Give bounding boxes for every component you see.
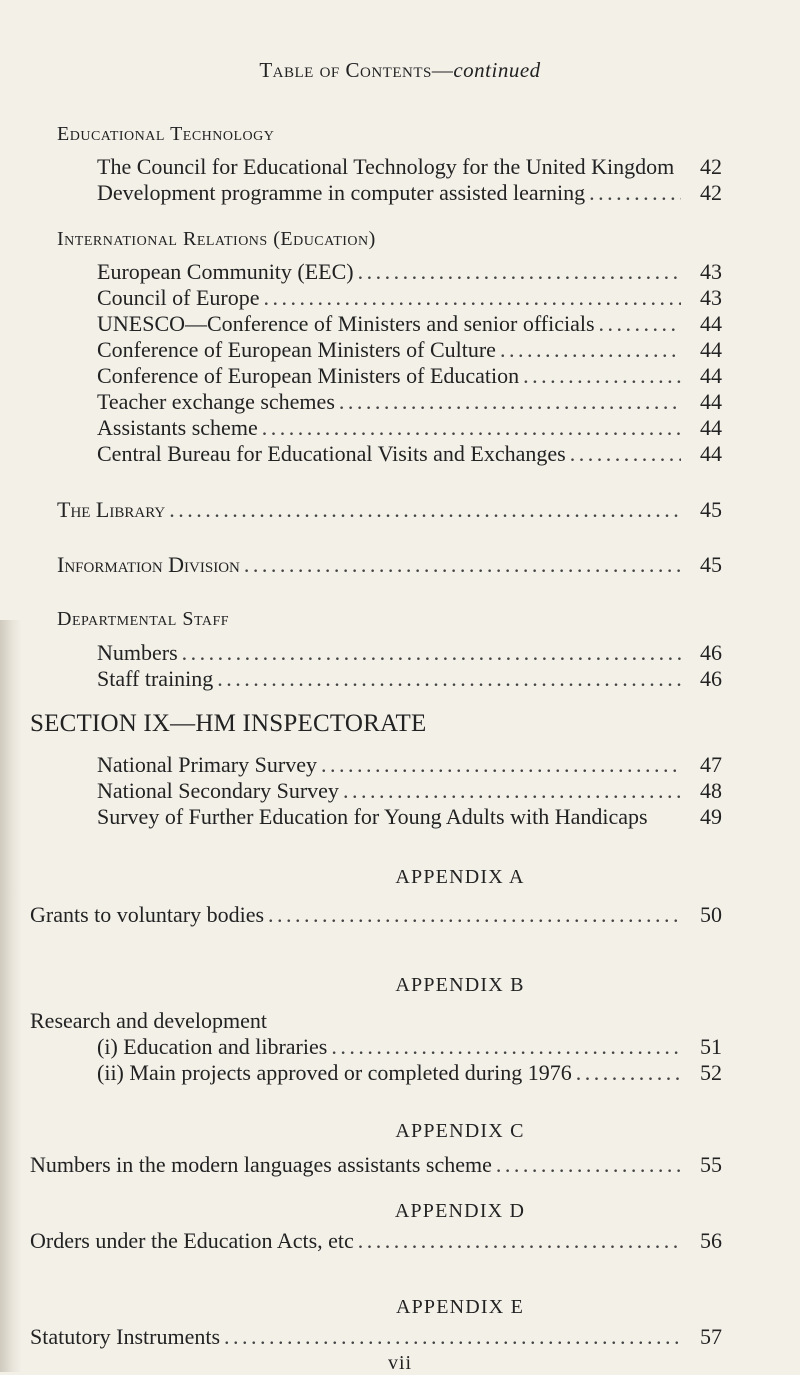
toc-entry: Assistants scheme . . . <box>97 415 687 441</box>
toc-page-number: 55 <box>700 1152 722 1177</box>
toc-entry: Numbers in the modern languages assistants scheme . . . <box>30 1152 687 1178</box>
toc-page-number: 56 <box>700 1228 722 1253</box>
toc-subheading: Research and development <box>30 1008 268 1033</box>
toc-page-number: 45 <box>700 497 722 522</box>
toc-page-number: 44 <box>700 441 722 466</box>
toc-entry: (i) Education and libraries . . . <box>97 1034 687 1060</box>
toc-page-number: 44 <box>700 389 722 414</box>
heading-departmental-staff: Departmental Staff <box>57 608 230 630</box>
toc-entry: European Community (EEC) . . . <box>97 259 687 285</box>
toc-entry: Survey of Further Education for Young Adults with Handicaps <box>97 804 648 829</box>
toc-page-number: 49 <box>700 804 722 829</box>
toc-page-number: 44 <box>700 363 722 388</box>
toc-entry: Statutory Instruments . . . <box>30 1324 687 1350</box>
toc-entry: Numbers . . . <box>97 640 687 666</box>
heading-appendix-a: APPENDIX A <box>395 866 525 888</box>
toc-entry: (ii) Main projects approved or completed during 1976 . . . <box>97 1060 687 1086</box>
heading-appendix-c: APPENDIX C <box>395 1120 525 1142</box>
toc-entry: Orders under the Education Acts, etc . . . <box>30 1228 687 1254</box>
toc-entry: Conference of European Ministers of Culture . . . <box>97 337 687 363</box>
toc-entry: The Council for Educational Technology for the United Kingdom <box>97 154 675 179</box>
folio-number: vii <box>387 1352 413 1374</box>
toc-entry: Conference of European Ministers of Education . . . <box>97 363 687 389</box>
heading-educational-technology: Educational Technology <box>57 123 275 145</box>
toc-page-number: 42 <box>700 180 722 205</box>
toc-entry: National Primary Survey . . . <box>97 752 687 778</box>
toc-page-number: 44 <box>700 311 722 336</box>
toc-entry: Grants to voluntary bodies . . . <box>30 902 687 928</box>
page-header: Table of Contents—continued <box>259 58 541 82</box>
heading-appendix-e: APPENDIX E <box>395 1296 525 1318</box>
toc-entry: Staff training . . . <box>97 666 687 692</box>
toc-page-number: 47 <box>700 752 722 777</box>
toc-entry-information-division: Information Division . . . <box>57 552 687 578</box>
toc-page-number: 44 <box>700 415 722 440</box>
toc-page-number: 51 <box>700 1034 722 1059</box>
toc-entry-library: The Library . . . <box>57 497 687 523</box>
header-continued: continued <box>453 58 541 82</box>
toc-entry: Development programme in computer assisted learning . . . <box>97 180 687 206</box>
toc-page-number: 42 <box>700 154 722 179</box>
toc-page-number: 46 <box>700 640 722 665</box>
toc-page-number: 57 <box>700 1324 722 1349</box>
toc-entry: Teacher exchange schemes . . . <box>97 389 687 415</box>
heading-appendix-d: APPENDIX D <box>394 1200 526 1222</box>
toc-entry: UNESCO—Conference of Ministers and senior officials . . . <box>97 311 687 337</box>
toc-page-number: 43 <box>700 285 722 310</box>
heading-international-relations: International Relations (Education) <box>57 228 376 250</box>
toc-page-number: 48 <box>700 778 722 803</box>
toc-entry: Central Bureau for Educational Visits and Exchanges . . . <box>97 441 687 467</box>
toc-entry: Council of Europe . . . <box>97 285 687 311</box>
toc-page-number: 44 <box>700 337 722 362</box>
toc-page-number: 45 <box>700 552 722 577</box>
heading-section-ix: SECTION IX—HM INSPECTORATE <box>30 710 427 737</box>
toc-entry: National Secondary Survey . . . <box>97 778 687 804</box>
toc-page-number: 46 <box>700 666 722 691</box>
toc-page-number: 43 <box>700 259 722 284</box>
heading-appendix-b: APPENDIX B <box>395 974 525 996</box>
toc-page-number: 50 <box>700 902 722 927</box>
toc-page-number: 52 <box>700 1060 722 1085</box>
header-title: Table of Contents <box>259 58 432 82</box>
